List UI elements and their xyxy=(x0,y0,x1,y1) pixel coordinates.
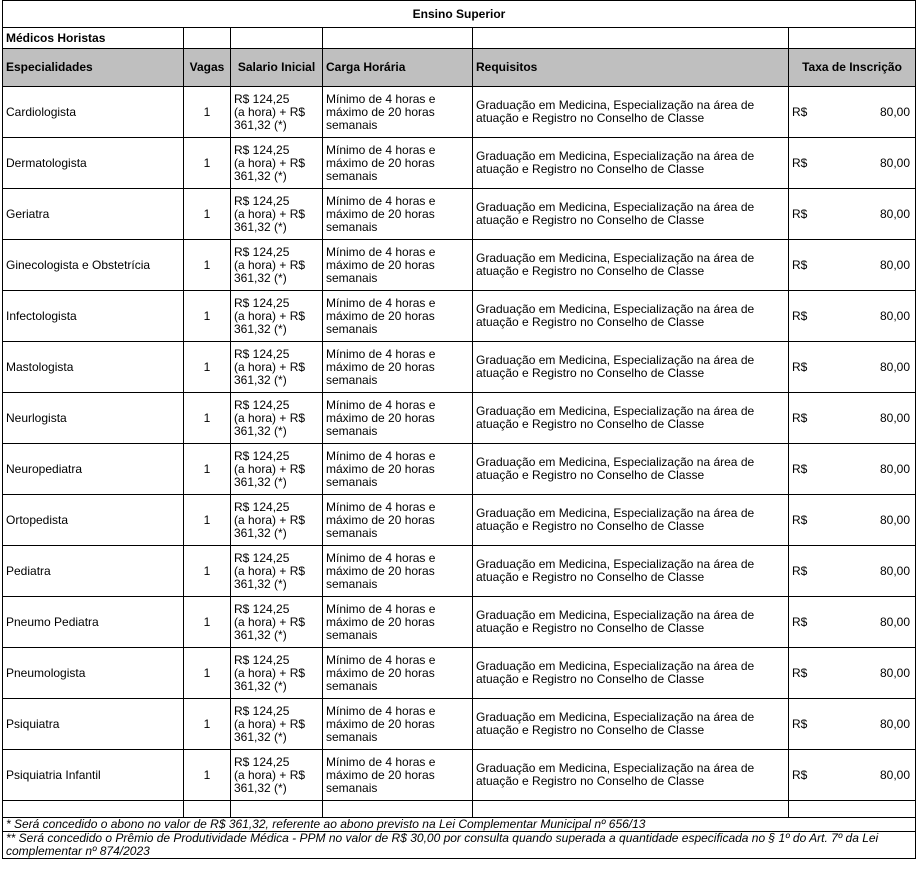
cell-vagas: 1 xyxy=(184,87,231,138)
taxa-value: 80,00 xyxy=(880,359,911,374)
cell-salario: R$ 124,25 (a hora) + R$ 361,32 (*) xyxy=(231,342,323,393)
taxa-currency: R$ xyxy=(792,206,808,221)
empty-row xyxy=(3,801,916,818)
blank-cell xyxy=(323,801,473,818)
cell-carga: Mínimo de 4 horas e máximo de 20 horas semanais xyxy=(323,597,473,648)
taxa-wrap xyxy=(792,412,912,425)
cell-requisitos: Graduação em Medicina, Especialização na área de atuação e Registro no Conselho de Classe xyxy=(473,393,789,444)
cell-salario: R$ 124,25 (a hora) + R$ 361,32 (*) xyxy=(231,138,323,189)
cell-taxa xyxy=(789,495,916,546)
cell-especialidade: Psiquiatria Infantil xyxy=(3,750,184,801)
cell-especialidade: Ginecologista e Obstetrícia xyxy=(3,240,184,291)
taxa-wrap xyxy=(792,310,912,323)
cell-salario: R$ 124,25 (a hora) + R$ 361,32 (*) xyxy=(231,87,323,138)
cell-carga: Mínimo de 4 horas e máximo de 20 horas semanais xyxy=(323,393,473,444)
taxa-wrap xyxy=(792,616,912,629)
cell-requisitos: Graduação em Medicina, Especialização na área de atuação e Registro no Conselho de Classe xyxy=(473,342,789,393)
taxa-currency: R$ xyxy=(792,614,808,629)
cell-carga: Mínimo de 4 horas e máximo de 20 horas semanais xyxy=(323,138,473,189)
taxa-wrap xyxy=(792,463,912,476)
cell-requisitos: Graduação em Medicina, Especialização na área de atuação e Registro no Conselho de Classe xyxy=(473,699,789,750)
cell-salario: R$ 124,25 (a hora) + R$ 361,32 (*) xyxy=(231,189,323,240)
taxa-currency: R$ xyxy=(792,716,808,731)
cell-taxa xyxy=(789,291,916,342)
cell-carga: Mínimo de 4 horas e máximo de 20 horas semanais xyxy=(323,240,473,291)
cell-vagas: 1 xyxy=(184,495,231,546)
cell-salario: R$ 124,25 (a hora) + R$ 361,32 (*) xyxy=(231,597,323,648)
cell-requisitos: Graduação em Medicina, Especialização na área de atuação e Registro no Conselho de Classe xyxy=(473,750,789,801)
blank-cell xyxy=(231,28,323,49)
taxa-currency: R$ xyxy=(792,767,808,782)
taxa-currency: R$ xyxy=(792,308,808,323)
cell-salario: R$ 124,25 (a hora) + R$ 361,32 (*) xyxy=(231,444,323,495)
cell-especialidade: Mastologista xyxy=(3,342,184,393)
footnote-text: * Será concedido o abono no valor de R$ 361,32, referente ao abono previsto na Lei Complementar Municipal nº 656/13 xyxy=(3,818,916,832)
cell-especialidade: Psiquiatra xyxy=(3,699,184,750)
cell-taxa xyxy=(789,240,916,291)
taxa-wrap xyxy=(792,718,912,731)
cell-vagas: 1 xyxy=(184,342,231,393)
cell-requisitos: Graduação em Medicina, Especialização na área de atuação e Registro no Conselho de Classe xyxy=(473,648,789,699)
taxa-currency: R$ xyxy=(792,461,808,476)
table-row xyxy=(3,189,916,240)
taxa-currency: R$ xyxy=(792,104,808,119)
taxa-wrap xyxy=(792,667,912,680)
taxa-wrap xyxy=(792,514,912,527)
table-row xyxy=(3,291,916,342)
cell-vagas: 1 xyxy=(184,240,231,291)
cell-taxa xyxy=(789,597,916,648)
cell-salario: R$ 124,25 (a hora) + R$ 361,32 (*) xyxy=(231,750,323,801)
taxa-wrap xyxy=(792,361,912,374)
page-title: Ensino Superior xyxy=(3,1,916,28)
taxa-value: 80,00 xyxy=(880,461,911,476)
taxa-wrap xyxy=(792,769,912,782)
blank-cell xyxy=(473,28,789,49)
table-row xyxy=(3,495,916,546)
blank-cell xyxy=(231,801,323,818)
taxa-currency: R$ xyxy=(792,563,808,578)
taxa-value: 80,00 xyxy=(880,257,911,272)
taxa-wrap xyxy=(792,259,912,272)
cell-salario: R$ 124,25 (a hora) + R$ 361,32 (*) xyxy=(231,648,323,699)
group-title: Médicos Horistas xyxy=(3,28,184,49)
blank-cell xyxy=(184,801,231,818)
cell-especialidade: Pediatra xyxy=(3,546,184,597)
taxa-value: 80,00 xyxy=(880,614,911,629)
taxa-wrap xyxy=(792,106,912,119)
cell-requisitos: Graduação em Medicina, Especialização na área de atuação e Registro no Conselho de Classe xyxy=(473,189,789,240)
taxa-currency: R$ xyxy=(792,257,808,272)
title-row xyxy=(3,1,916,28)
cell-taxa xyxy=(789,699,916,750)
taxa-currency: R$ xyxy=(792,155,808,170)
cell-taxa xyxy=(789,546,916,597)
cell-vagas: 1 xyxy=(184,138,231,189)
cell-vagas: 1 xyxy=(184,291,231,342)
cell-taxa xyxy=(789,87,916,138)
table-row xyxy=(3,597,916,648)
taxa-wrap xyxy=(792,565,912,578)
cell-especialidade: Pneumo Pediatra xyxy=(3,597,184,648)
table-row xyxy=(3,240,916,291)
table-row xyxy=(3,138,916,189)
cell-carga: Mínimo de 4 horas e máximo de 20 horas semanais xyxy=(323,291,473,342)
cell-vagas: 1 xyxy=(184,189,231,240)
footnote-row xyxy=(3,818,916,832)
cell-taxa xyxy=(789,648,916,699)
blank-cell xyxy=(789,801,916,818)
footnote-text: ** Será concedido o Prêmio de Produtividade Médica - PPM no valor de R$ 30,00 por consulta quando superada a quantidade especificada no § 1º do Art. 7º da Lei complementar nº 874/2023 xyxy=(3,832,916,859)
table-row xyxy=(3,546,916,597)
cell-taxa xyxy=(789,138,916,189)
cell-carga: Mínimo de 4 horas e máximo de 20 horas semanais xyxy=(323,648,473,699)
cell-especialidade: Neuropediatra xyxy=(3,444,184,495)
blank-cell xyxy=(184,28,231,49)
cell-carga: Mínimo de 4 horas e máximo de 20 horas semanais xyxy=(323,189,473,240)
taxa-value: 80,00 xyxy=(880,104,911,119)
cell-requisitos: Graduação em Medicina, Especialização na área de atuação e Registro no Conselho de Classe xyxy=(473,495,789,546)
taxa-value: 80,00 xyxy=(880,155,911,170)
cell-salario: R$ 124,25 (a hora) + R$ 361,32 (*) xyxy=(231,240,323,291)
blank-cell xyxy=(323,28,473,49)
cell-carga: Mínimo de 4 horas e máximo de 20 horas semanais xyxy=(323,87,473,138)
cell-salario: R$ 124,25 (a hora) + R$ 361,32 (*) xyxy=(231,699,323,750)
cell-requisitos: Graduação em Medicina, Especialização na área de atuação e Registro no Conselho de Classe xyxy=(473,138,789,189)
header-salario: Salario Inicial xyxy=(231,49,323,87)
taxa-currency: R$ xyxy=(792,665,808,680)
cell-taxa xyxy=(789,189,916,240)
cell-carga: Mínimo de 4 horas e máximo de 20 horas semanais xyxy=(323,750,473,801)
cell-requisitos: Graduação em Medicina, Especialização na área de atuação e Registro no Conselho de Classe xyxy=(473,87,789,138)
table-row xyxy=(3,342,916,393)
blank-cell xyxy=(789,28,916,49)
taxa-value: 80,00 xyxy=(880,665,911,680)
header-row xyxy=(3,49,916,87)
cell-especialidade: Cardiologista xyxy=(3,87,184,138)
cell-carga: Mínimo de 4 horas e máximo de 20 horas semanais xyxy=(323,699,473,750)
cell-taxa xyxy=(789,342,916,393)
table-row xyxy=(3,444,916,495)
table-row xyxy=(3,87,916,138)
taxa-value: 80,00 xyxy=(880,563,911,578)
cell-salario: R$ 124,25 (a hora) + R$ 361,32 (*) xyxy=(231,495,323,546)
taxa-value: 80,00 xyxy=(880,512,911,527)
group-row xyxy=(3,28,916,49)
taxa-currency: R$ xyxy=(792,410,808,425)
cell-especialidade: Dermatologista xyxy=(3,138,184,189)
cell-vagas: 1 xyxy=(184,546,231,597)
cell-taxa xyxy=(789,444,916,495)
taxa-value: 80,00 xyxy=(880,410,911,425)
cell-especialidade: Geriatra xyxy=(3,189,184,240)
cell-requisitos: Graduação em Medicina, Especialização na área de atuação e Registro no Conselho de Classe xyxy=(473,444,789,495)
cell-especialidade: Neurlogista xyxy=(3,393,184,444)
cell-requisitos: Graduação em Medicina, Especialização na área de atuação e Registro no Conselho de Classe xyxy=(473,240,789,291)
header-carga: Carga Horária xyxy=(323,49,473,87)
taxa-wrap xyxy=(792,208,912,221)
cell-carga: Mínimo de 4 horas e máximo de 20 horas semanais xyxy=(323,546,473,597)
cell-requisitos: Graduação em Medicina, Especialização na área de atuação e Registro no Conselho de Classe xyxy=(473,291,789,342)
table-row xyxy=(3,393,916,444)
header-especialidades: Especialidades xyxy=(3,49,184,87)
footnote-row xyxy=(3,832,916,859)
table-row xyxy=(3,699,916,750)
table-row xyxy=(3,648,916,699)
cell-requisitos: Graduação em Medicina, Especialização na área de atuação e Registro no Conselho de Classe xyxy=(473,546,789,597)
cell-carga: Mínimo de 4 horas e máximo de 20 horas semanais xyxy=(323,342,473,393)
taxa-currency: R$ xyxy=(792,359,808,374)
blank-cell xyxy=(3,801,184,818)
blank-cell xyxy=(473,801,789,818)
cell-vagas: 1 xyxy=(184,444,231,495)
cell-taxa xyxy=(789,750,916,801)
cell-vagas: 1 xyxy=(184,597,231,648)
header-vagas: Vagas xyxy=(184,49,231,87)
cell-salario: R$ 124,25 (a hora) + R$ 361,32 (*) xyxy=(231,546,323,597)
header-taxa: Taxa de Inscrição xyxy=(789,49,916,87)
cell-especialidade: Pneumologista xyxy=(3,648,184,699)
taxa-wrap xyxy=(792,157,912,170)
cell-taxa xyxy=(789,393,916,444)
taxa-value: 80,00 xyxy=(880,716,911,731)
taxa-currency: R$ xyxy=(792,512,808,527)
cell-vagas: 1 xyxy=(184,648,231,699)
cell-carga: Mínimo de 4 horas e máximo de 20 horas semanais xyxy=(323,495,473,546)
cell-requisitos: Graduação em Medicina, Especialização na área de atuação e Registro no Conselho de Classe xyxy=(473,597,789,648)
taxa-value: 80,00 xyxy=(880,308,911,323)
cell-carga: Mínimo de 4 horas e máximo de 20 horas semanais xyxy=(323,444,473,495)
cell-vagas: 1 xyxy=(184,750,231,801)
cell-salario: R$ 124,25 (a hora) + R$ 361,32 (*) xyxy=(231,393,323,444)
table-row xyxy=(3,750,916,801)
taxa-value: 80,00 xyxy=(880,767,911,782)
cell-especialidade: Ortopedista xyxy=(3,495,184,546)
cell-vagas: 1 xyxy=(184,393,231,444)
taxa-value: 80,00 xyxy=(880,206,911,221)
cell-salario: R$ 124,25 (a hora) + R$ 361,32 (*) xyxy=(231,291,323,342)
header-requisitos: Requisitos xyxy=(473,49,789,87)
cell-vagas: 1 xyxy=(184,699,231,750)
vacancies-table xyxy=(2,0,916,859)
cell-especialidade: Infectologista xyxy=(3,291,184,342)
